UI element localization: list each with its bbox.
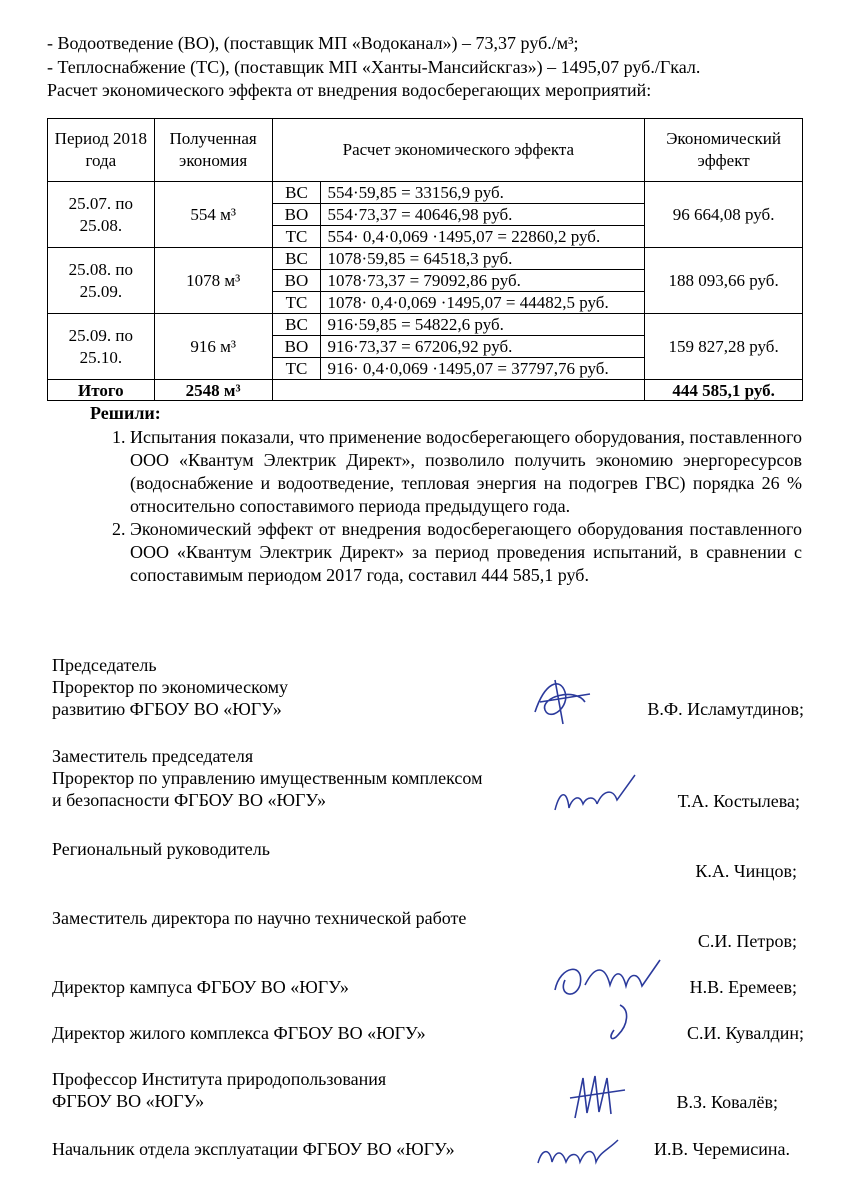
signatory-name: Н.В. Еремеев; <box>689 977 797 997</box>
signatory-block-1 <box>52 654 288 720</box>
signatory-name: Т.А. Костылева; <box>677 791 800 811</box>
signatory-title-line: Председатель <box>52 655 157 675</box>
signatory-block-7 <box>52 1068 386 1112</box>
savings-cell: 916 м³ <box>154 314 272 380</box>
signatory-title-line: ФГБОУ ВО «ЮГУ» <box>52 1091 205 1111</box>
signatory-block-5 <box>52 976 349 998</box>
intro-line-calc: Расчет экономического эффекта от внедрения водосберегающих мероприятий: <box>47 80 652 100</box>
signature-image <box>545 770 645 825</box>
period-cell: 25.07. по 25.08. <box>48 182 155 248</box>
signatory-block-3 <box>52 838 270 860</box>
formula-cell: 916· 0,4·0,069 ·1495,07 = 37797,76 руб. <box>321 358 645 380</box>
signatory-title-line: Заместитель директора по научно технической работе <box>52 908 467 928</box>
header-effect: Экономический эффект <box>645 119 803 182</box>
signatory-name: К.А. Чинцов; <box>695 861 797 881</box>
period-cell: 25.08. по 25.09. <box>48 248 155 314</box>
formula-cell: 1078·59,85 = 64518,3 руб. <box>321 248 645 270</box>
savings-cell: 554 м³ <box>154 182 272 248</box>
signature-image <box>550 950 665 1045</box>
decision-item: 1. Испытания показали, что применение водосберегающего оборудования, поставленного ООО «Квантум Электрик Директ», позволило получить экономию энергоресурсов (водоснабжение и водоотведение, тепловая энергия на подогрев ГВС) порядка 26 % относительно сопоставимого периода предыдущего года. <box>130 426 802 518</box>
signatory-title-line: и безопасности ФГБОУ ВО «ЮГУ» <box>52 790 327 810</box>
formula-cell: 554· 0,4·0,069 ·1495,07 = 22860,2 руб. <box>321 226 645 248</box>
decision-item: 2. Экономический эффект от внедрения водосберегающего оборудования поставленного ООО «Квантум Электрик Директ» за период проведения испытаний, в сравнении с сопоставимым периодом 2017 года, составил 444 585,1 руб. <box>130 518 802 587</box>
signatory-title-line: Региональный руководитель <box>52 839 270 859</box>
resource-code: ТС <box>272 358 321 380</box>
decisions-section <box>90 402 802 587</box>
total-empty-cell <box>272 380 645 401</box>
total-effect: 444 585,1 руб. <box>645 380 803 401</box>
signatory-name: И.В. Черемисина. <box>654 1139 790 1159</box>
effect-cell: 96 664,08 руб. <box>645 182 803 248</box>
period-cell: 25.09. по 25.10. <box>48 314 155 380</box>
intro-line-vo: - Водоотведение (ВО), (поставщик МП «Водоканал») – 73,37 руб./м³; <box>47 33 579 53</box>
formula-cell: 554·73,37 = 40646,98 руб. <box>321 204 645 226</box>
effect-cell: 188 093,66 руб. <box>645 248 803 314</box>
signature-image <box>530 1128 625 1178</box>
signatory-name: С.И. Кувалдин; <box>687 1023 804 1043</box>
resource-code: ВО <box>272 336 321 358</box>
resource-code: ВС <box>272 182 321 204</box>
decisions-list <box>90 426 802 587</box>
resource-code: ТС <box>272 292 321 314</box>
formula-cell: 554·59,85 = 33156,9 руб. <box>321 182 645 204</box>
signatory-name: В.З. Ковалёв; <box>676 1092 778 1112</box>
formula-cell: 916·59,85 = 54822,6 руб. <box>321 314 645 336</box>
formula-cell: 1078·73,37 = 79092,86 руб. <box>321 270 645 292</box>
signatory-title-line: Заместитель председателя <box>52 746 254 766</box>
formula-cell: 1078· 0,4·0,069 ·1495,07 = 44482,5 руб. <box>321 292 645 314</box>
resource-code: ВО <box>272 270 321 292</box>
table-row <box>48 182 803 204</box>
signatory-block-8 <box>52 1138 455 1160</box>
total-row <box>48 380 803 401</box>
resource-code: ТС <box>272 226 321 248</box>
signatory-title-line: Директор жилого комплекса ФГБОУ ВО «ЮГУ» <box>52 1023 426 1043</box>
table-header-row <box>48 119 803 182</box>
signatory-block-6 <box>52 1022 426 1044</box>
total-savings: 2548 м³ <box>154 380 272 401</box>
signatory-name: В.Ф. Исламутдинов; <box>647 699 804 719</box>
signature-image <box>515 672 605 732</box>
signatory-title-line: Профессор Института природопользования <box>52 1069 387 1089</box>
signatory-block-4 <box>52 907 466 929</box>
intro-line-ts: - Теплоснабжение (ТС), (поставщик МП «Ханты-Мансийскгаз») – 1495,07 руб./Гкал. <box>47 57 701 77</box>
resource-code: ВС <box>272 248 321 270</box>
savings-cell: 1078 м³ <box>154 248 272 314</box>
signatory-title-line: развитию ФГБОУ ВО «ЮГУ» <box>52 699 282 719</box>
signatory-title-line: Проректор по управлению имущественным комплексом <box>52 768 483 788</box>
header-calc: Расчет экономического эффекта <box>272 119 645 182</box>
economic-effect-table <box>47 118 803 401</box>
header-savings: Полученная экономия <box>154 119 272 182</box>
effect-cell: 159 827,28 руб. <box>645 314 803 380</box>
header-period: Период 2018 года <box>48 119 155 182</box>
signatory-title-line: Начальник отдела эксплуатации ФГБОУ ВО «ЮГУ» <box>52 1139 455 1159</box>
signatory-block-2 <box>52 745 482 811</box>
table-row <box>48 314 803 336</box>
resource-code: ВО <box>272 204 321 226</box>
formula-cell: 916·73,37 = 67206,92 руб. <box>321 336 645 358</box>
signature-image <box>565 1068 635 1128</box>
total-label: Итого <box>48 380 155 401</box>
signatory-title-line: Директор кампуса ФГБОУ ВО «ЮГУ» <box>52 977 349 997</box>
decisions-heading: Решили: <box>90 403 161 423</box>
signatory-title-line: Проректор по экономическому <box>52 677 288 697</box>
table-row <box>48 248 803 270</box>
resource-code: ВС <box>272 314 321 336</box>
signatory-name: С.И. Петров; <box>697 931 797 951</box>
